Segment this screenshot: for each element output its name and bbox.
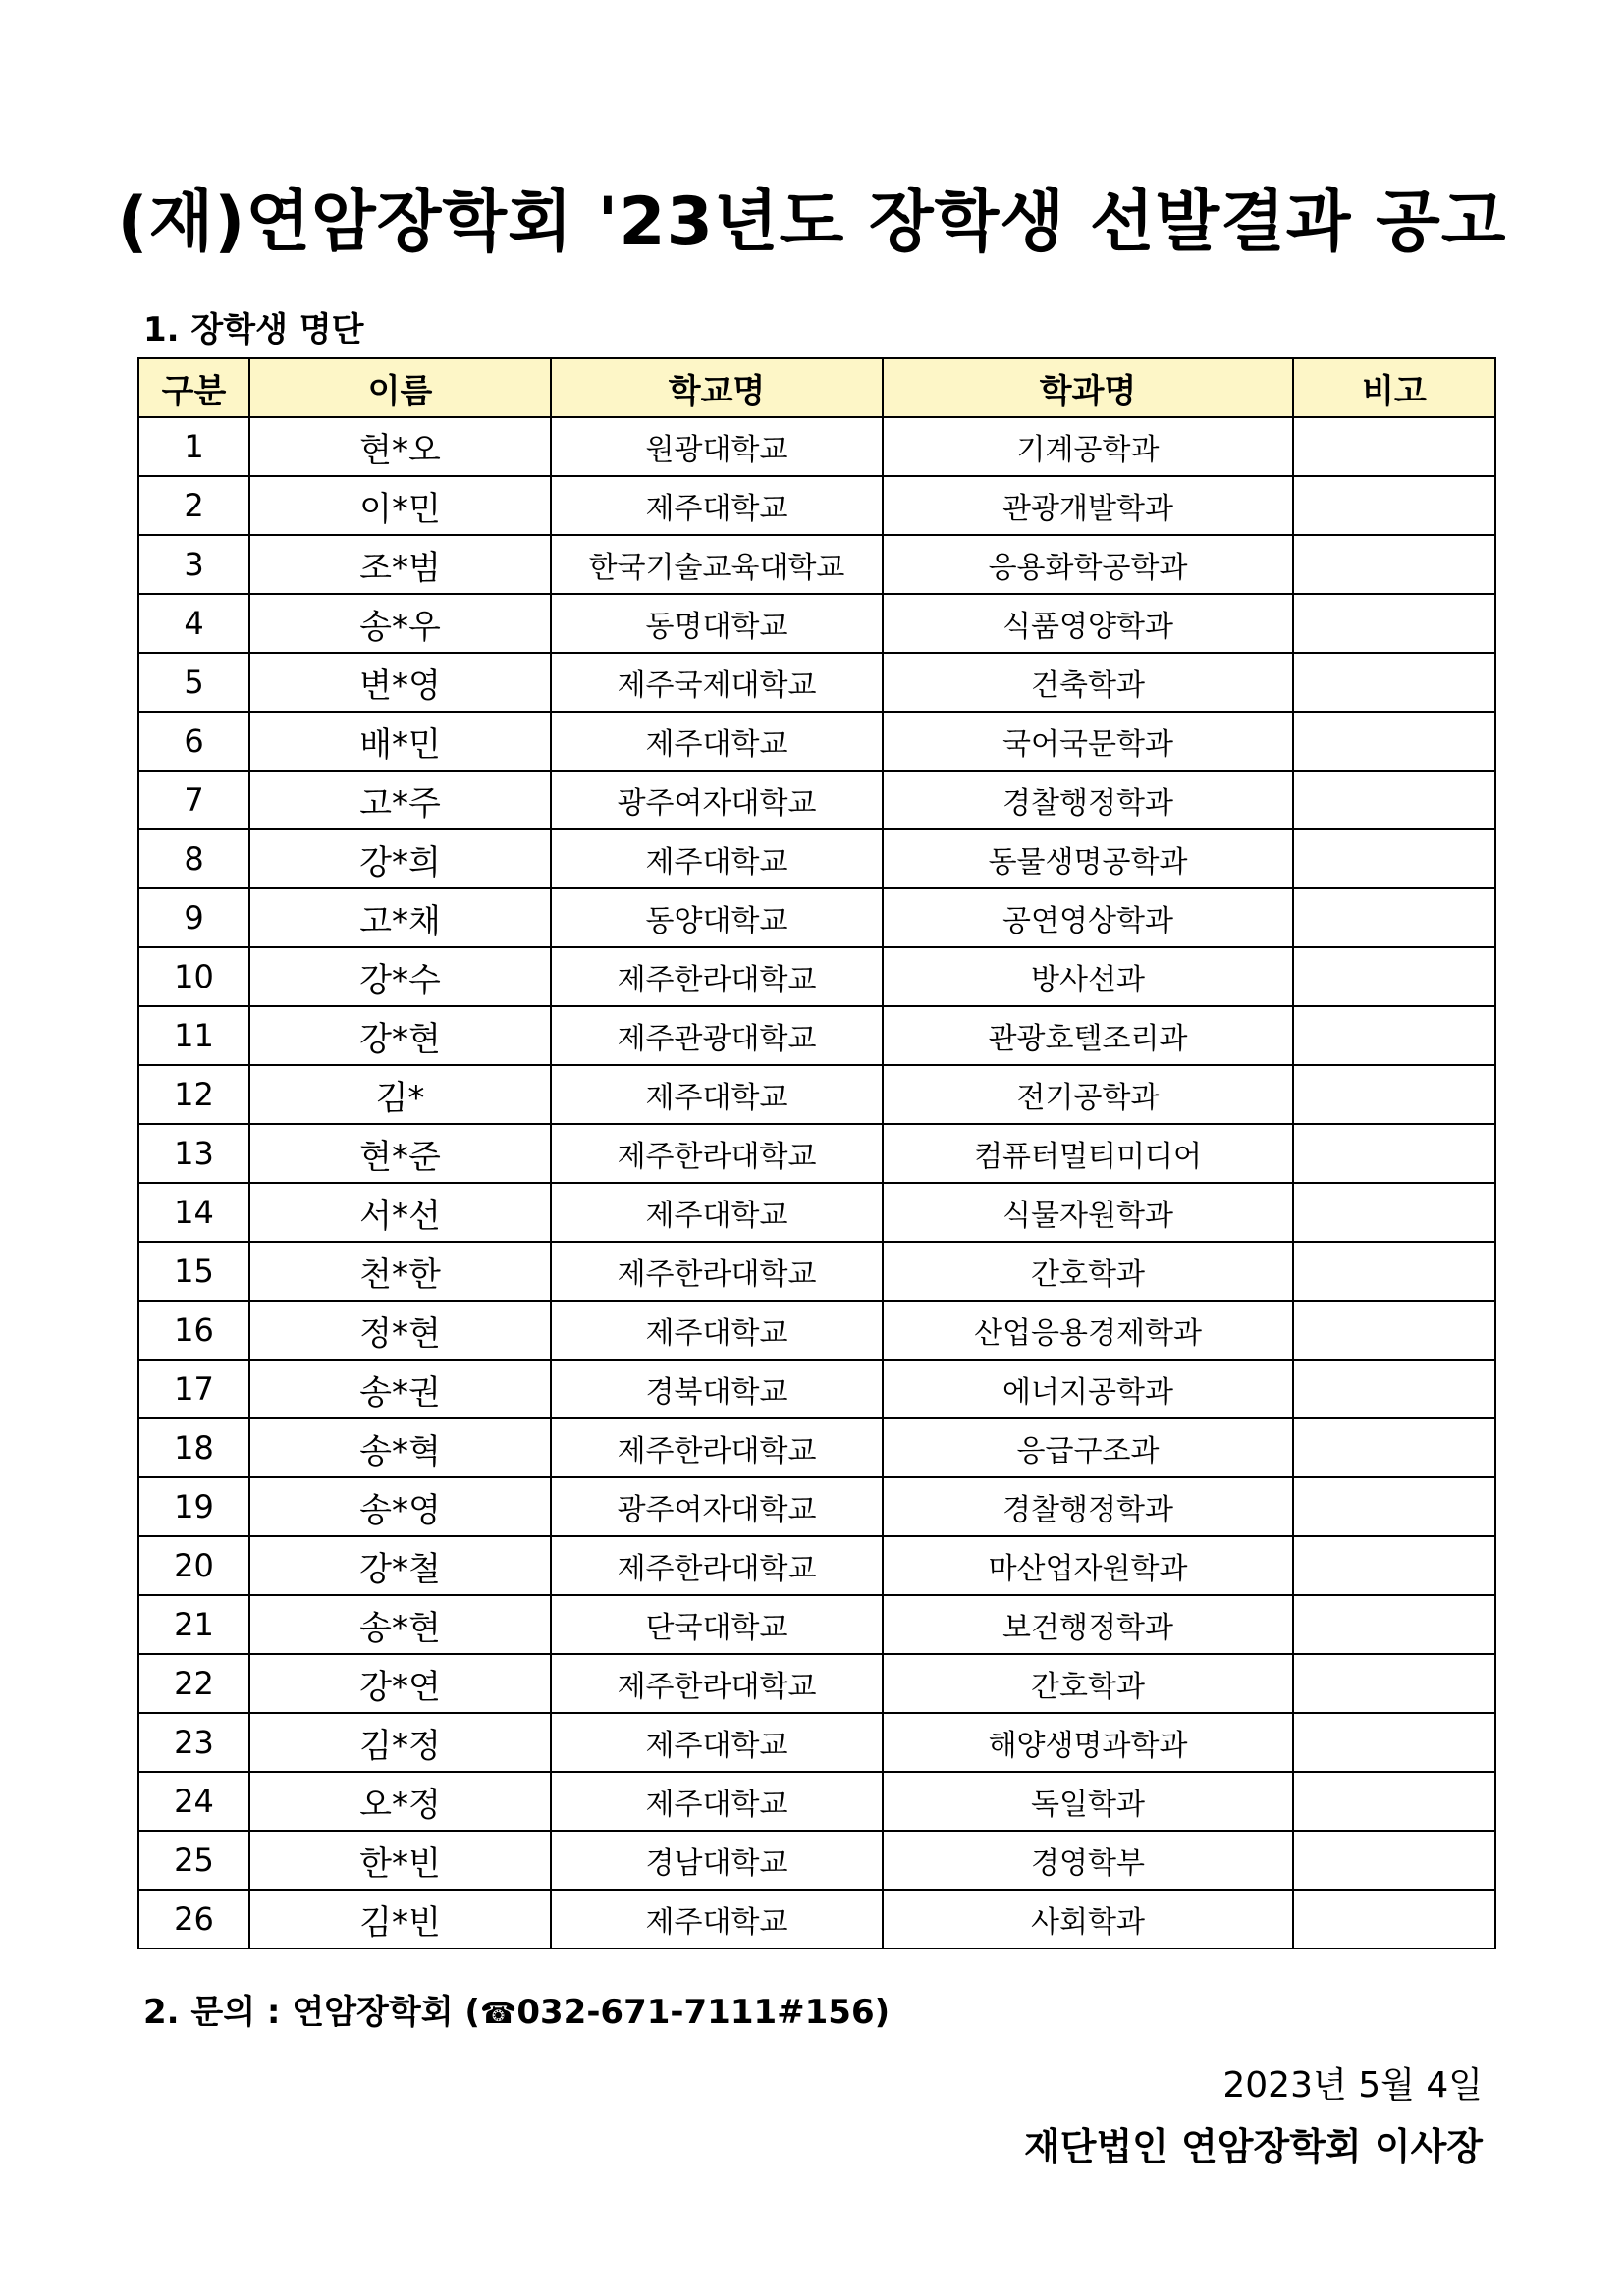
cell-department: 공연영상학과	[883, 888, 1293, 947]
cell-school: 제주관광대학교	[551, 1006, 883, 1065]
cell-name: 송*권	[249, 1360, 551, 1418]
cell-department: 마산업자원학과	[883, 1536, 1293, 1595]
cell-name: 송*현	[249, 1595, 551, 1654]
cell-name: 현*준	[249, 1124, 551, 1183]
table-row	[138, 535, 1495, 594]
cell-department: 식물자원학과	[883, 1183, 1293, 1242]
cell-department: 경찰행정학과	[883, 1477, 1293, 1536]
cell-remarks	[1293, 1654, 1495, 1713]
cell-school: 단국대학교	[551, 1595, 883, 1654]
contact-prefix: 2. 문의 : 연암장학회 (	[143, 1993, 480, 2032]
cell-school: 제주대학교	[551, 1713, 883, 1772]
cell-remarks	[1293, 1772, 1495, 1831]
table-row	[138, 888, 1495, 947]
table-row	[138, 1536, 1495, 1595]
table-row	[138, 1831, 1495, 1890]
cell-school: 제주대학교	[551, 1772, 883, 1831]
table-row	[138, 1890, 1495, 1949]
cell-number: 9	[138, 888, 249, 947]
table-row	[138, 712, 1495, 771]
cell-number: 19	[138, 1477, 249, 1536]
telephone-icon: ☎	[479, 1997, 517, 2031]
table-row	[138, 1065, 1495, 1124]
cell-number: 15	[138, 1242, 249, 1301]
cell-number: 18	[138, 1418, 249, 1477]
table-row	[138, 1772, 1495, 1831]
cell-department: 산업응용경제학과	[883, 1301, 1293, 1360]
cell-school: 제주한라대학교	[551, 1124, 883, 1183]
signature-line: 재단법인 연암장학회 이사장	[1024, 2125, 1483, 2168]
contact-phone: 032-671-7111#156	[516, 1993, 875, 2032]
cell-number: 11	[138, 1006, 249, 1065]
cell-department: 간호학과	[883, 1242, 1293, 1301]
cell-remarks	[1293, 1418, 1495, 1477]
table-row	[138, 1713, 1495, 1772]
cell-name: 서*선	[249, 1183, 551, 1242]
cell-department: 기계공학과	[883, 417, 1293, 476]
cell-department: 독일학과	[883, 1772, 1293, 1831]
table-row	[138, 476, 1495, 535]
cell-number: 16	[138, 1301, 249, 1360]
cell-remarks	[1293, 1124, 1495, 1183]
cell-department: 경영학부	[883, 1831, 1293, 1890]
cell-school: 경남대학교	[551, 1831, 883, 1890]
contact-closing: )	[874, 1993, 891, 2032]
cell-school: 광주여자대학교	[551, 771, 883, 829]
cell-number: 17	[138, 1360, 249, 1418]
cell-school: 제주대학교	[551, 1890, 883, 1949]
table-row	[138, 417, 1495, 476]
cell-department: 건축학과	[883, 653, 1293, 712]
cell-name: 강*수	[249, 947, 551, 1006]
cell-school: 제주대학교	[551, 829, 883, 888]
cell-remarks	[1293, 712, 1495, 771]
cell-remarks	[1293, 829, 1495, 888]
table-row	[138, 771, 1495, 829]
cell-remarks	[1293, 1301, 1495, 1360]
announcement-date: 2023년 5월 4일	[1222, 2065, 1483, 2106]
cell-number: 12	[138, 1065, 249, 1124]
table-row	[138, 594, 1495, 653]
cell-school: 제주대학교	[551, 476, 883, 535]
cell-name: 조*범	[249, 535, 551, 594]
cell-number: 20	[138, 1536, 249, 1595]
table-row	[138, 1418, 1495, 1477]
cell-remarks	[1293, 1360, 1495, 1418]
cell-remarks	[1293, 417, 1495, 476]
cell-department: 보건행정학과	[883, 1595, 1293, 1654]
cell-remarks	[1293, 1831, 1495, 1890]
cell-school: 원광대학교	[551, 417, 883, 476]
cell-name: 강*현	[249, 1006, 551, 1065]
cell-remarks	[1293, 476, 1495, 535]
col-header-remarks: 비고	[1293, 358, 1495, 417]
cell-name: 김*	[249, 1065, 551, 1124]
table-row	[138, 653, 1495, 712]
table-row	[138, 1477, 1495, 1536]
cell-name: 한*빈	[249, 1831, 551, 1890]
cell-number: 5	[138, 653, 249, 712]
cell-department: 국어국문학과	[883, 712, 1293, 771]
cell-school: 제주한라대학교	[551, 947, 883, 1006]
cell-school: 제주대학교	[551, 1065, 883, 1124]
section-heading-contact	[143, 1985, 890, 2033]
cell-remarks	[1293, 1242, 1495, 1301]
cell-department: 방사선과	[883, 947, 1293, 1006]
cell-department: 해양생명과학과	[883, 1713, 1293, 1772]
cell-department: 경찰행정학과	[883, 771, 1293, 829]
cell-name: 송*영	[249, 1477, 551, 1536]
cell-number: 22	[138, 1654, 249, 1713]
cell-number: 10	[138, 947, 249, 1006]
scholarship-roster-table	[137, 357, 1496, 1949]
cell-name: 오*정	[249, 1772, 551, 1831]
cell-remarks	[1293, 771, 1495, 829]
cell-number: 8	[138, 829, 249, 888]
cell-name: 변*영	[249, 653, 551, 712]
cell-remarks	[1293, 594, 1495, 653]
cell-number: 21	[138, 1595, 249, 1654]
table-row	[138, 1124, 1495, 1183]
cell-remarks	[1293, 1536, 1495, 1595]
cell-name: 천*한	[249, 1242, 551, 1301]
table-row	[138, 829, 1495, 888]
cell-school: 제주국제대학교	[551, 653, 883, 712]
cell-name: 송*혁	[249, 1418, 551, 1477]
cell-department: 컴퓨터멀티미디어	[883, 1124, 1293, 1183]
cell-number: 6	[138, 712, 249, 771]
cell-number: 26	[138, 1890, 249, 1949]
cell-number: 13	[138, 1124, 249, 1183]
cell-remarks	[1293, 947, 1495, 1006]
cell-department: 간호학과	[883, 1654, 1293, 1713]
cell-department: 에너지공학과	[883, 1360, 1293, 1418]
cell-name: 정*현	[249, 1301, 551, 1360]
table-row	[138, 1360, 1495, 1418]
cell-department: 사회학과	[883, 1890, 1293, 1949]
cell-number: 23	[138, 1713, 249, 1772]
table-row	[138, 1242, 1495, 1301]
cell-name: 현*오	[249, 417, 551, 476]
page-title: (재)연암장학회 '23년도 장학생 선발결과 공고	[117, 184, 1507, 261]
cell-school: 제주대학교	[551, 1301, 883, 1360]
cell-remarks	[1293, 1065, 1495, 1124]
cell-remarks	[1293, 535, 1495, 594]
cell-school: 제주한라대학교	[551, 1654, 883, 1713]
col-header-school: 학교명	[551, 358, 883, 417]
cell-name: 배*민	[249, 712, 551, 771]
col-header-name: 이름	[249, 358, 551, 417]
cell-name: 송*우	[249, 594, 551, 653]
table-row	[138, 1595, 1495, 1654]
cell-number: 3	[138, 535, 249, 594]
cell-number: 7	[138, 771, 249, 829]
table-row	[138, 1654, 1495, 1713]
cell-remarks	[1293, 1477, 1495, 1536]
cell-department: 전기공학과	[883, 1065, 1293, 1124]
cell-number: 24	[138, 1772, 249, 1831]
cell-name: 고*주	[249, 771, 551, 829]
cell-name: 강*철	[249, 1536, 551, 1595]
cell-remarks	[1293, 1890, 1495, 1949]
cell-school: 동양대학교	[551, 888, 883, 947]
cell-name: 고*채	[249, 888, 551, 947]
table-row	[138, 1301, 1495, 1360]
cell-remarks	[1293, 1713, 1495, 1772]
table-row	[138, 1006, 1495, 1065]
cell-name: 강*연	[249, 1654, 551, 1713]
cell-number: 2	[138, 476, 249, 535]
cell-remarks	[1293, 1006, 1495, 1065]
cell-name: 강*희	[249, 829, 551, 888]
cell-department: 동물생명공학과	[883, 829, 1293, 888]
cell-school: 제주한라대학교	[551, 1418, 883, 1477]
col-header-department: 학과명	[883, 358, 1293, 417]
cell-department: 관광호텔조리과	[883, 1006, 1293, 1065]
cell-name: 김*빈	[249, 1890, 551, 1949]
cell-school: 제주한라대학교	[551, 1536, 883, 1595]
cell-school: 동명대학교	[551, 594, 883, 653]
cell-name: 김*정	[249, 1713, 551, 1772]
cell-remarks	[1293, 1183, 1495, 1242]
cell-department: 관광개발학과	[883, 476, 1293, 535]
cell-school: 제주대학교	[551, 1183, 883, 1242]
cell-remarks	[1293, 1595, 1495, 1654]
cell-school: 한국기술교육대학교	[551, 535, 883, 594]
cell-school: 제주한라대학교	[551, 1242, 883, 1301]
cell-name: 이*민	[249, 476, 551, 535]
table-header-row	[138, 358, 1495, 417]
cell-school: 제주대학교	[551, 712, 883, 771]
table-row	[138, 1183, 1495, 1242]
cell-number: 14	[138, 1183, 249, 1242]
cell-remarks	[1293, 888, 1495, 947]
cell-school: 광주여자대학교	[551, 1477, 883, 1536]
cell-number: 25	[138, 1831, 249, 1890]
table-row	[138, 947, 1495, 1006]
cell-department: 응용화학공학과	[883, 535, 1293, 594]
cell-remarks	[1293, 653, 1495, 712]
section-heading-roster: 1. 장학생 명단	[143, 310, 364, 349]
cell-department: 식품영양학과	[883, 594, 1293, 653]
cell-school: 경북대학교	[551, 1360, 883, 1418]
cell-number: 4	[138, 594, 249, 653]
cell-department: 응급구조과	[883, 1418, 1293, 1477]
col-header-number: 구분	[138, 358, 249, 417]
cell-number: 1	[138, 417, 249, 476]
